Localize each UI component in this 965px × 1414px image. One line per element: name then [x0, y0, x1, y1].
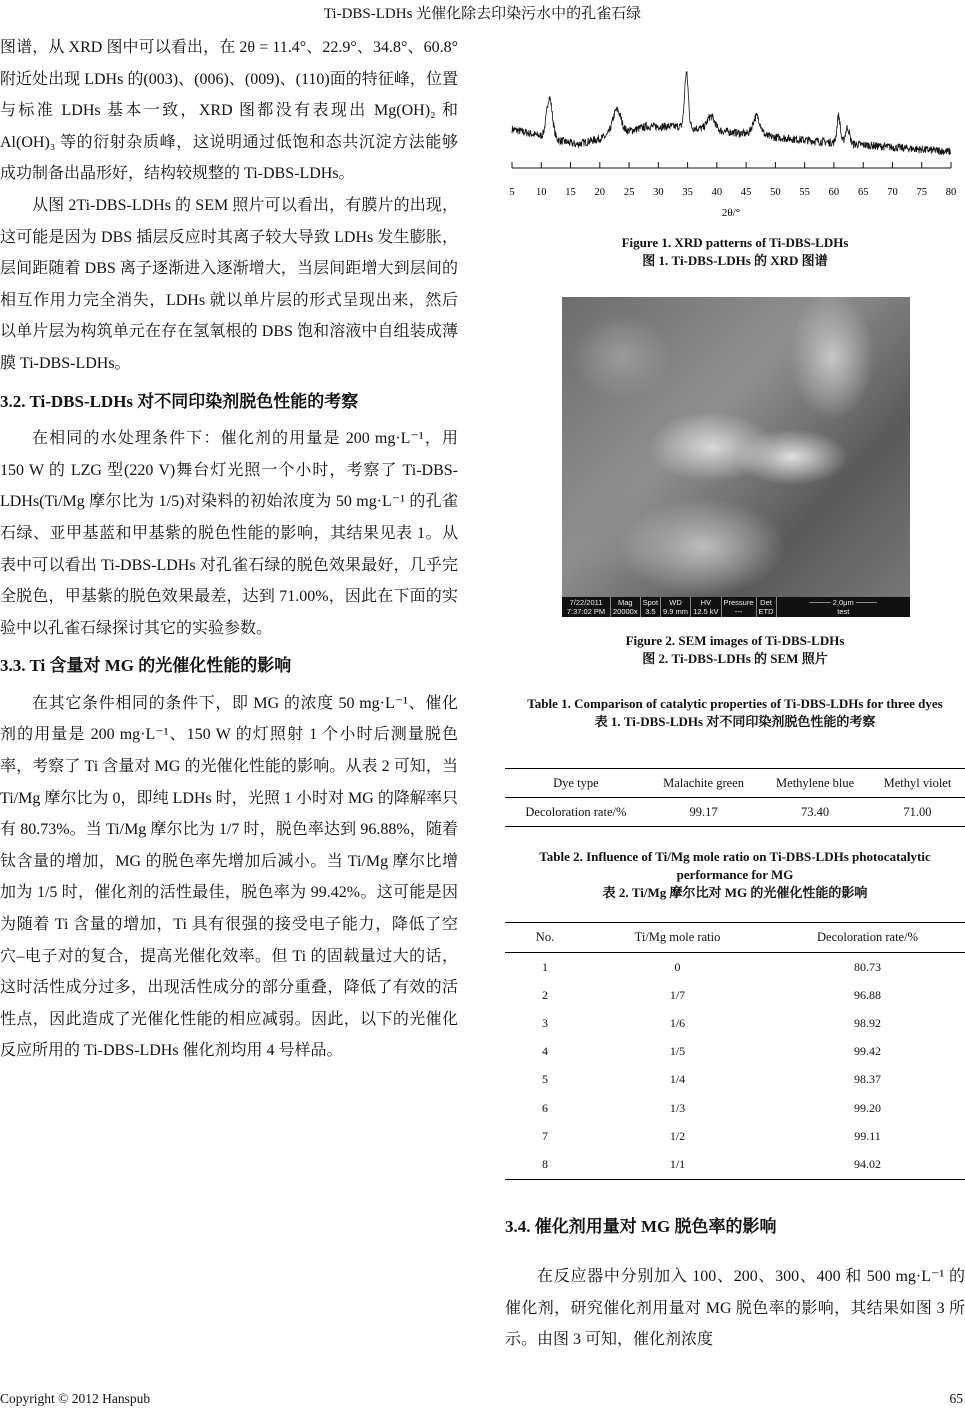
- x-tick-label: 50: [770, 187, 781, 198]
- running-header: Ti-DBS-LDHs 光催化除去印染污水中的孔雀石绿: [323, 6, 642, 22]
- sem-label: HV: [700, 598, 711, 607]
- table-header-row: [505, 923, 965, 953]
- caption-en: Figure 1. XRD patterns of Ti-DBS-LDHs: [621, 235, 849, 250]
- x-axis-label: 2θ/°: [721, 207, 741, 219]
- table-2-caption: [530, 848, 940, 902]
- table-cell: 94.02: [854, 1156, 881, 1171]
- table-cell: 1/4: [669, 1072, 686, 1087]
- x-tick-label: 15: [565, 187, 576, 198]
- table-cell: 1/2: [669, 1128, 686, 1143]
- table-cell: 1/7: [669, 987, 686, 1002]
- paragraph: 在相同的水处理条件下：催化剂的用量是 200 mg·L⁻¹，用 150 W 的 LZG 型(220 V)舞台灯光照一个小时，考察了 Ti-DBS-LDHs(Ti/Mg 摩尔比为 1/5)对染料的初始浓度为 50 mg·L⁻¹ 的孔雀石绿、亚甲基蓝和甲基紫的脱色性能的影响，其结果见表 1。从表中可以看出 Ti-DBS-LDHs 对孔雀石绿的脱色效果最好，几乎完全脱色，甲基紫的脱色效果最差，达到 71.00%，因此在下面的实验中以孔雀石绿探讨其它的实验参数。: [0, 430, 458, 637]
- sem-label: WD: [669, 598, 682, 607]
- sem-label: Mag: [618, 598, 633, 607]
- table-row: [505, 1066, 965, 1094]
- section-heading-3-2: 3.2. Ti-DBS-LDHs 对不同印染剂脱色性能的考察: [0, 391, 359, 411]
- table-row: [505, 1122, 965, 1150]
- sem-wd: 9.9 mm: [663, 607, 689, 616]
- x-tick-label: 55: [799, 187, 810, 198]
- x-tick-label: 30: [653, 187, 664, 198]
- column-header: Ti/Mg mole ratio: [585, 923, 770, 953]
- table-cell: 0: [674, 959, 681, 974]
- paragraph: 图谱，从 XRD 图中可以看出，在 2θ = 11.4°、22.9°、34.8°、60.8°附近处出现 LDHs 的(003)、(006)、(009)、(110)面的特征峰，位置与标准 LDHs 基本一致，XRD 图都没有表现出 Mg(OH)₂ 和 Al(OH)₃ 等的衍射杂质峰，这说明通过低饱和态共沉淀方法能够成功制备出晶形好，结构较规整的 Ti-DBS-LDHs。: [0, 39, 458, 183]
- table-row: [505, 981, 965, 1009]
- table-row: [505, 1009, 965, 1037]
- caption-en: Table 1. Comparison of catalytic properties of Ti-DBS-LDHs for three dyes: [527, 696, 943, 711]
- x-tick-label: 80: [945, 187, 957, 198]
- x-tick-label: 60: [828, 187, 840, 198]
- xrd-pattern-line: [512, 71, 951, 155]
- paragraph: 在反应器中分别加入 100、200、300、400 和 500 mg·L⁻¹ 的催化剂，研究催化剂用量对 MG 脱色率的影响，其结果如图 3 所示。由图 3 可知，催化剂浓度: [505, 1268, 965, 1349]
- sem-spot: 3.5: [645, 607, 656, 616]
- table-1-caption: [505, 695, 965, 731]
- sem-label: Det: [760, 598, 772, 607]
- table-cell: 99.17: [689, 804, 718, 819]
- table-cell: 8: [542, 1156, 548, 1171]
- paragraph: 在其它条件相同的条件下，即 MG 的浓度 50 mg·L⁻¹、催化剂的用量是 200 mg·L⁻¹、150 W 的灯照射 1 个小时后测量脱色率，考察了 Ti 含量对 MG 的光催化性能的影响。从表 2 可知，当 Ti/Mg 摩尔比为 0，即纯 LDHs 时，光照 1 小时对 MG 的降解率只有 80.73%。当 Ti/Mg 摩尔比为 1/7 时，脱色率达到 96.88%，随着钛含量的增加，MG 的脱色率先增加后减小。当 Ti/Mg 摩尔比增加为 1/5 时，催化剂的活性最佳，脱色率为 99.42%。这可能是因为随着 Ti 含量的增加，Ti 具有很强的接受电子能力，降低了空穴–电子对的复合，提高光催化效率。但 Ti 的固载量过大的话，这时活性成分过多，出现活性成分的部分重叠，降低了有效的活性点，因此造成了光催化性能的相应减弱。因此，以下的光催化反应所用的 Ti-DBS-LDHs 催化剂均用 4 号样品。: [0, 694, 458, 1060]
- sem-scale-bar: ──── 2.0μm ────: [809, 598, 878, 607]
- x-tick-label: 20: [594, 187, 606, 198]
- table-cell: 73.40: [801, 804, 830, 819]
- column-header: Methylene blue: [760, 769, 870, 798]
- table-cell: 1: [542, 959, 548, 974]
- sem-mag: 20000x: [613, 607, 638, 616]
- column-header: Dye type: [505, 769, 647, 798]
- caption-en: Table 2. Influence of Ti/Mg mole ratio on Ti-DBS-LDHs photocatalytic performance for MG: [539, 849, 931, 882]
- table-cell: 80.73: [854, 959, 881, 974]
- table-1: [505, 768, 965, 827]
- sem-image: [562, 297, 910, 617]
- table-cell: 1/5: [669, 1044, 686, 1059]
- figure-2-caption: [505, 632, 965, 668]
- sem-scale: 2.0μm: [832, 598, 854, 607]
- table-cell: 1/1: [669, 1156, 686, 1171]
- table-row: [505, 798, 965, 827]
- table-row: [505, 1038, 965, 1066]
- table-cell: 98.92: [854, 1015, 881, 1030]
- table-row: [505, 953, 965, 982]
- caption-cn: 表 1. Ti-DBS-LDHs 对不同印染剂脱色性能的考察: [594, 714, 876, 729]
- table-cell: 5: [542, 1072, 548, 1087]
- table-cell: 2: [542, 987, 548, 1002]
- sem-time: 7:37:02 PM: [566, 607, 606, 616]
- table-cell: 99.20: [854, 1100, 881, 1115]
- table-cell: 98.37: [854, 1072, 881, 1087]
- table-cell: 71.00: [903, 804, 932, 819]
- table-cell: 1/3: [669, 1100, 686, 1115]
- table-cell: 4: [542, 1044, 548, 1059]
- x-tick-label: 70: [887, 187, 898, 198]
- column-header: Methyl violet: [870, 769, 965, 798]
- x-tick-label: 25: [623, 187, 635, 198]
- x-tick-label: 45: [740, 187, 752, 198]
- x-tick-label: 10: [536, 187, 547, 198]
- sem-label: Spot: [642, 598, 659, 607]
- section-heading-3-4: 3.4. 催化剂用量对 MG 脱色率的影响: [505, 1217, 777, 1236]
- sem-det: ETD: [758, 607, 774, 616]
- sem-date: 7/22/2011: [569, 598, 603, 607]
- table-row: [505, 1150, 965, 1179]
- table-cell: Decoloration rate/%: [525, 804, 627, 819]
- table-cell: 99.11: [854, 1128, 881, 1143]
- table-cell: 6: [542, 1100, 548, 1115]
- x-tick-label: 5: [509, 187, 515, 198]
- sem-hv: 12.5 kV: [693, 607, 719, 616]
- table-cell: 96.88: [854, 987, 881, 1002]
- sem-pressure: ---: [734, 607, 743, 616]
- xrd-chart: [505, 50, 965, 225]
- table-row: [505, 1094, 965, 1122]
- x-tick-label: 65: [857, 187, 869, 198]
- left-column: [0, 32, 458, 1067]
- sem-label: Pressure: [723, 598, 754, 607]
- column-header: Decoloration rate/%: [770, 923, 965, 953]
- column-header: No.: [505, 923, 585, 953]
- x-tick-label: 75: [916, 187, 927, 198]
- table-cell: 3: [542, 1015, 548, 1030]
- caption-cn: 图 2. Ti-DBS-LDHs 的 SEM 照片: [642, 651, 828, 666]
- table-2: [505, 922, 965, 1180]
- x-tick-label: 40: [711, 187, 723, 198]
- column-header: Malachite green: [647, 769, 761, 798]
- sem-sample-label: test: [837, 607, 850, 616]
- x-tick-label: 35: [682, 187, 693, 198]
- table-cell: 99.42: [854, 1044, 881, 1059]
- table-header-row: [505, 769, 965, 798]
- caption-cn: 图 1. Ti-DBS-LDHs 的 XRD 图谱: [642, 253, 828, 268]
- page-number: 65: [949, 1391, 963, 1406]
- section-heading-3-3: 3.3. Ti 含量对 MG 的光催化性能的影响: [0, 656, 292, 676]
- table-cell: 7: [542, 1128, 548, 1143]
- figure-1-caption: [505, 234, 965, 270]
- table-cell: 1/6: [669, 1015, 686, 1030]
- sem-info-bar: [562, 597, 910, 617]
- caption-en: Figure 2. SEM images of Ti-DBS-LDHs: [625, 633, 845, 648]
- caption-cn: 表 2. Ti/Mg 摩尔比对 MG 的光催化性能的影响: [602, 885, 868, 900]
- copyright: Copyright © 2012 Hanspub: [0, 1391, 151, 1406]
- paragraph: 从图 2Ti-DBS-LDHs 的 SEM 照片可以看出，有膜片的出现，这可能是因为 DBS 插层反应时其离子较大导致 LDHs 发生膨胀，层间距随着 DBS 离子逐渐进入逐渐增大，当层间距增大到层间的相互作用力完全消失，LDHs 就以单片层的形式呈现出来，然后以单片层为构筑单元在存在氢氧根的 DBS 饱和溶液中自组装成薄膜 Ti-DBS-LDHs。: [0, 196, 458, 372]
